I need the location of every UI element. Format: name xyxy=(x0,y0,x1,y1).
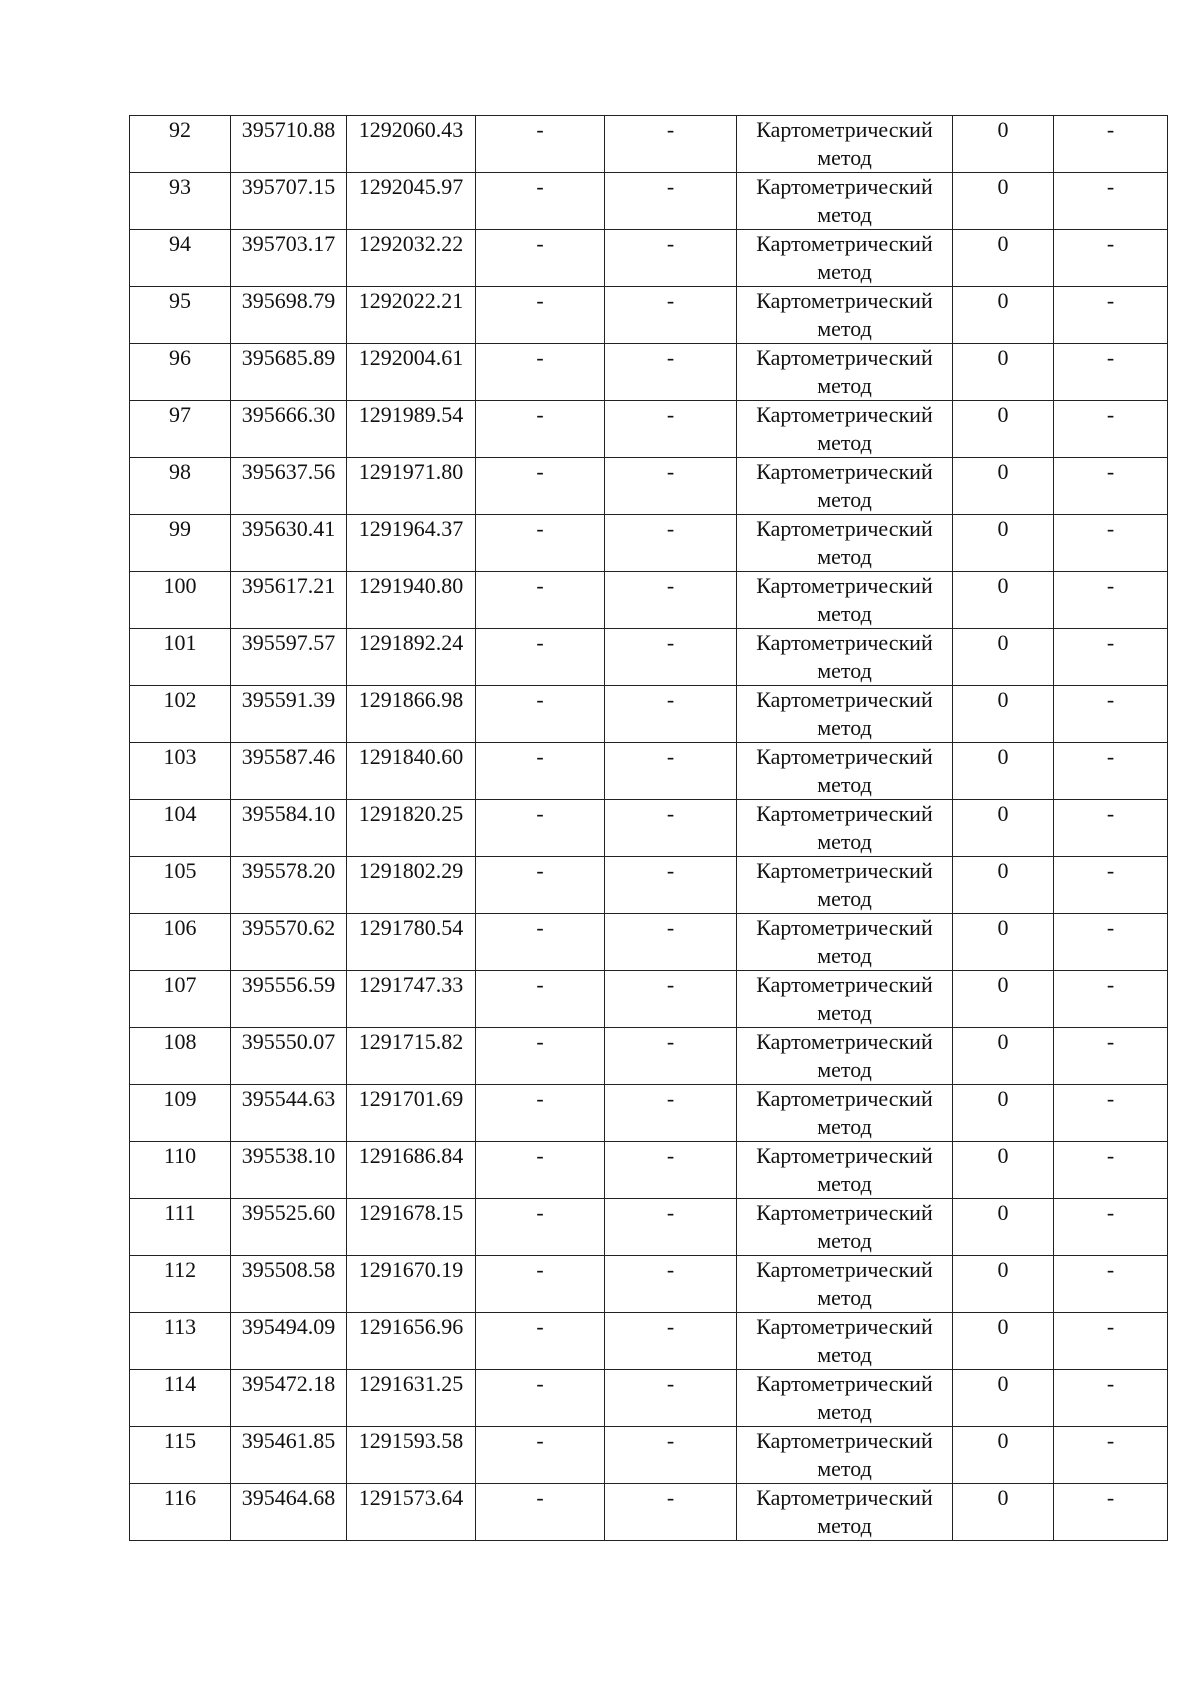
empty-value-cell: - xyxy=(476,1370,605,1427)
method-line-2: метод xyxy=(817,487,872,512)
empty-value-cell: - xyxy=(476,629,605,686)
empty-value-cell: - xyxy=(476,458,605,515)
method-line-2: метод xyxy=(817,544,872,569)
point-number-cell: 94 xyxy=(130,230,231,287)
empty-value-cell: - xyxy=(1054,1256,1168,1313)
empty-value-cell: - xyxy=(605,1256,737,1313)
point-number-cell: 106 xyxy=(130,914,231,971)
y-coordinate-cell: 1291892.24 xyxy=(347,629,476,686)
table-row xyxy=(130,1199,1168,1256)
method-cell xyxy=(737,1256,953,1313)
method-cell xyxy=(737,1484,953,1541)
empty-value-cell: - xyxy=(1054,116,1168,173)
accuracy-cell: 0 xyxy=(953,572,1054,629)
method-cell xyxy=(737,629,953,686)
accuracy-cell: 0 xyxy=(953,173,1054,230)
coordinates-table xyxy=(129,115,1168,1541)
empty-value-cell: - xyxy=(1054,743,1168,800)
accuracy-cell: 0 xyxy=(953,401,1054,458)
empty-value-cell: - xyxy=(1054,515,1168,572)
empty-value-cell: - xyxy=(1054,686,1168,743)
accuracy-cell: 0 xyxy=(953,686,1054,743)
accuracy-cell: 0 xyxy=(953,458,1054,515)
method-line-1: Картометрический xyxy=(756,231,933,256)
point-number-cell: 107 xyxy=(130,971,231,1028)
y-coordinate-cell: 1291747.33 xyxy=(347,971,476,1028)
method-line-1: Картометрический xyxy=(756,1029,933,1054)
empty-value-cell: - xyxy=(605,230,737,287)
method-cell xyxy=(737,572,953,629)
method-line-1: Картометрический xyxy=(756,288,933,313)
method-line-2: метод xyxy=(817,1057,872,1082)
y-coordinate-cell: 1291866.98 xyxy=(347,686,476,743)
method-line-2: метод xyxy=(817,1399,872,1424)
method-line-2: метод xyxy=(817,259,872,284)
method-line-1: Картометрический xyxy=(756,1485,933,1510)
method-line-1: Картометрический xyxy=(756,459,933,484)
method-line-1: Картометрический xyxy=(756,1257,933,1282)
point-number-cell: 99 xyxy=(130,515,231,572)
empty-value-cell: - xyxy=(476,1142,605,1199)
empty-value-cell: - xyxy=(476,344,605,401)
x-coordinate-cell: 395703.17 xyxy=(231,230,347,287)
empty-value-cell: - xyxy=(1054,1427,1168,1484)
method-line-2: метод xyxy=(817,1342,872,1367)
table-row xyxy=(130,572,1168,629)
empty-value-cell: - xyxy=(476,1256,605,1313)
method-line-1: Картометрический xyxy=(756,1371,933,1396)
point-number-cell: 103 xyxy=(130,743,231,800)
x-coordinate-cell: 395597.57 xyxy=(231,629,347,686)
y-coordinate-cell: 1292045.97 xyxy=(347,173,476,230)
method-line-2: метод xyxy=(817,1513,872,1538)
empty-value-cell: - xyxy=(605,1484,737,1541)
empty-value-cell: - xyxy=(605,401,737,458)
point-number-cell: 105 xyxy=(130,857,231,914)
method-line-1: Картометрический xyxy=(756,858,933,883)
method-line-1: Картометрический xyxy=(756,402,933,427)
y-coordinate-cell: 1291686.84 xyxy=(347,1142,476,1199)
x-coordinate-cell: 395707.15 xyxy=(231,173,347,230)
method-cell xyxy=(737,1142,953,1199)
empty-value-cell: - xyxy=(476,1085,605,1142)
method-line-1: Картометрический xyxy=(756,1428,933,1453)
method-line-1: Картометрический xyxy=(756,915,933,940)
method-cell xyxy=(737,1370,953,1427)
method-line-2: метод xyxy=(817,658,872,683)
method-line-1: Картометрический xyxy=(756,801,933,826)
method-line-1: Картометрический xyxy=(756,744,933,769)
empty-value-cell: - xyxy=(1054,914,1168,971)
method-line-1: Картометрический xyxy=(756,573,933,598)
x-coordinate-cell: 395464.68 xyxy=(231,1484,347,1541)
empty-value-cell: - xyxy=(1054,230,1168,287)
point-number-cell: 115 xyxy=(130,1427,231,1484)
empty-value-cell: - xyxy=(476,743,605,800)
method-line-2: метод xyxy=(817,145,872,170)
empty-value-cell: - xyxy=(1054,1313,1168,1370)
y-coordinate-cell: 1292060.43 xyxy=(347,116,476,173)
table-row xyxy=(130,116,1168,173)
point-number-cell: 109 xyxy=(130,1085,231,1142)
empty-value-cell: - xyxy=(605,1085,737,1142)
point-number-cell: 101 xyxy=(130,629,231,686)
method-cell xyxy=(737,743,953,800)
accuracy-cell: 0 xyxy=(953,1256,1054,1313)
empty-value-cell: - xyxy=(1054,401,1168,458)
empty-value-cell: - xyxy=(605,1199,737,1256)
accuracy-cell: 0 xyxy=(953,1370,1054,1427)
method-cell xyxy=(737,971,953,1028)
method-line-2: метод xyxy=(817,886,872,911)
y-coordinate-cell: 1291573.64 xyxy=(347,1484,476,1541)
empty-value-cell: - xyxy=(1054,971,1168,1028)
point-number-cell: 100 xyxy=(130,572,231,629)
y-coordinate-cell: 1291670.19 xyxy=(347,1256,476,1313)
method-line-1: Картометрический xyxy=(756,345,933,370)
empty-value-cell: - xyxy=(605,572,737,629)
empty-value-cell: - xyxy=(1054,344,1168,401)
point-number-cell: 113 xyxy=(130,1313,231,1370)
y-coordinate-cell: 1291715.82 xyxy=(347,1028,476,1085)
table-row xyxy=(130,1142,1168,1199)
empty-value-cell: - xyxy=(605,515,737,572)
empty-value-cell: - xyxy=(476,971,605,1028)
table-row xyxy=(130,1028,1168,1085)
table-row xyxy=(130,458,1168,515)
empty-value-cell: - xyxy=(476,230,605,287)
x-coordinate-cell: 395666.30 xyxy=(231,401,347,458)
method-line-2: метод xyxy=(817,316,872,341)
point-number-cell: 96 xyxy=(130,344,231,401)
method-line-1: Картометрический xyxy=(756,687,933,712)
method-line-1: Картометрический xyxy=(756,972,933,997)
empty-value-cell: - xyxy=(476,914,605,971)
point-number-cell: 114 xyxy=(130,1370,231,1427)
y-coordinate-cell: 1291940.80 xyxy=(347,572,476,629)
method-cell xyxy=(737,173,953,230)
table-row xyxy=(130,686,1168,743)
empty-value-cell: - xyxy=(476,287,605,344)
method-cell xyxy=(737,515,953,572)
table-row xyxy=(130,1484,1168,1541)
accuracy-cell: 0 xyxy=(953,914,1054,971)
point-number-cell: 104 xyxy=(130,800,231,857)
method-cell xyxy=(737,287,953,344)
table-row xyxy=(130,401,1168,458)
table-row xyxy=(130,1370,1168,1427)
point-number-cell: 102 xyxy=(130,686,231,743)
table-row xyxy=(130,173,1168,230)
method-cell xyxy=(737,1427,953,1484)
method-cell xyxy=(737,344,953,401)
empty-value-cell: - xyxy=(476,1427,605,1484)
accuracy-cell: 0 xyxy=(953,800,1054,857)
empty-value-cell: - xyxy=(605,857,737,914)
method-line-2: метод xyxy=(817,1000,872,1025)
empty-value-cell: - xyxy=(1054,173,1168,230)
empty-value-cell: - xyxy=(1054,800,1168,857)
table-row xyxy=(130,344,1168,401)
point-number-cell: 108 xyxy=(130,1028,231,1085)
method-cell xyxy=(737,230,953,287)
empty-value-cell: - xyxy=(476,800,605,857)
accuracy-cell: 0 xyxy=(953,1028,1054,1085)
method-cell xyxy=(737,1085,953,1142)
empty-value-cell: - xyxy=(605,1427,737,1484)
table-row xyxy=(130,743,1168,800)
method-line-2: метод xyxy=(817,715,872,740)
x-coordinate-cell: 395538.10 xyxy=(231,1142,347,1199)
method-line-1: Картометрический xyxy=(756,630,933,655)
empty-value-cell: - xyxy=(605,914,737,971)
empty-value-cell: - xyxy=(1054,1484,1168,1541)
method-cell xyxy=(737,458,953,515)
x-coordinate-cell: 395570.62 xyxy=(231,914,347,971)
empty-value-cell: - xyxy=(476,1199,605,1256)
table-row xyxy=(130,857,1168,914)
y-coordinate-cell: 1292032.22 xyxy=(347,230,476,287)
method-cell xyxy=(737,116,953,173)
method-line-1: Картометрический xyxy=(756,117,933,142)
empty-value-cell: - xyxy=(476,173,605,230)
method-line-1: Картометрический xyxy=(756,1314,933,1339)
y-coordinate-cell: 1291971.80 xyxy=(347,458,476,515)
accuracy-cell: 0 xyxy=(953,629,1054,686)
method-line-2: метод xyxy=(817,829,872,854)
empty-value-cell: - xyxy=(605,1313,737,1370)
method-line-2: метод xyxy=(817,1456,872,1481)
accuracy-cell: 0 xyxy=(953,743,1054,800)
x-coordinate-cell: 395508.58 xyxy=(231,1256,347,1313)
empty-value-cell: - xyxy=(1054,458,1168,515)
empty-value-cell: - xyxy=(605,1370,737,1427)
accuracy-cell: 0 xyxy=(953,857,1054,914)
accuracy-cell: 0 xyxy=(953,1484,1054,1541)
x-coordinate-cell: 395587.46 xyxy=(231,743,347,800)
y-coordinate-cell: 1291701.69 xyxy=(347,1085,476,1142)
empty-value-cell: - xyxy=(605,800,737,857)
accuracy-cell: 0 xyxy=(953,1199,1054,1256)
method-line-2: метод xyxy=(817,1285,872,1310)
method-cell xyxy=(737,1028,953,1085)
method-line-2: метод xyxy=(817,1114,872,1139)
table-row xyxy=(130,1256,1168,1313)
x-coordinate-cell: 395461.85 xyxy=(231,1427,347,1484)
method-line-1: Картометрический xyxy=(756,1200,933,1225)
point-number-cell: 98 xyxy=(130,458,231,515)
method-line-1: Картометрический xyxy=(756,174,933,199)
empty-value-cell: - xyxy=(605,629,737,686)
x-coordinate-cell: 395630.41 xyxy=(231,515,347,572)
method-cell xyxy=(737,914,953,971)
empty-value-cell: - xyxy=(1054,1370,1168,1427)
method-cell xyxy=(737,800,953,857)
x-coordinate-cell: 395556.59 xyxy=(231,971,347,1028)
table-row xyxy=(130,800,1168,857)
x-coordinate-cell: 395472.18 xyxy=(231,1370,347,1427)
empty-value-cell: - xyxy=(476,116,605,173)
point-number-cell: 97 xyxy=(130,401,231,458)
empty-value-cell: - xyxy=(1054,287,1168,344)
x-coordinate-cell: 395494.09 xyxy=(231,1313,347,1370)
accuracy-cell: 0 xyxy=(953,1313,1054,1370)
table-row xyxy=(130,515,1168,572)
accuracy-cell: 0 xyxy=(953,116,1054,173)
y-coordinate-cell: 1291989.54 xyxy=(347,401,476,458)
y-coordinate-cell: 1291780.54 xyxy=(347,914,476,971)
x-coordinate-cell: 395525.60 xyxy=(231,1199,347,1256)
method-line-1: Картометрический xyxy=(756,1143,933,1168)
x-coordinate-cell: 395578.20 xyxy=(231,857,347,914)
accuracy-cell: 0 xyxy=(953,971,1054,1028)
empty-value-cell: - xyxy=(605,1142,737,1199)
point-number-cell: 111 xyxy=(130,1199,231,1256)
empty-value-cell: - xyxy=(1054,1085,1168,1142)
x-coordinate-cell: 395710.88 xyxy=(231,116,347,173)
empty-value-cell: - xyxy=(1054,1028,1168,1085)
empty-value-cell: - xyxy=(605,743,737,800)
table-row xyxy=(130,287,1168,344)
x-coordinate-cell: 395591.39 xyxy=(231,686,347,743)
method-line-2: метод xyxy=(817,1228,872,1253)
table-row xyxy=(130,914,1168,971)
empty-value-cell: - xyxy=(1054,1199,1168,1256)
y-coordinate-cell: 1291678.15 xyxy=(347,1199,476,1256)
x-coordinate-cell: 395698.79 xyxy=(231,287,347,344)
empty-value-cell: - xyxy=(605,344,737,401)
y-coordinate-cell: 1291656.96 xyxy=(347,1313,476,1370)
accuracy-cell: 0 xyxy=(953,1142,1054,1199)
empty-value-cell: - xyxy=(476,1484,605,1541)
empty-value-cell: - xyxy=(605,1028,737,1085)
method-cell xyxy=(737,401,953,458)
method-line-1: Картометрический xyxy=(756,516,933,541)
y-coordinate-cell: 1291964.37 xyxy=(347,515,476,572)
accuracy-cell: 0 xyxy=(953,287,1054,344)
point-number-cell: 116 xyxy=(130,1484,231,1541)
empty-value-cell: - xyxy=(1054,857,1168,914)
empty-value-cell: - xyxy=(1054,629,1168,686)
x-coordinate-cell: 395637.56 xyxy=(231,458,347,515)
point-number-cell: 92 xyxy=(130,116,231,173)
empty-value-cell: - xyxy=(605,971,737,1028)
empty-value-cell: - xyxy=(476,857,605,914)
method-line-2: метод xyxy=(817,1171,872,1196)
x-coordinate-cell: 395617.21 xyxy=(231,572,347,629)
accuracy-cell: 0 xyxy=(953,1085,1054,1142)
point-number-cell: 112 xyxy=(130,1256,231,1313)
empty-value-cell: - xyxy=(605,686,737,743)
empty-value-cell: - xyxy=(476,401,605,458)
method-cell xyxy=(737,1313,953,1370)
empty-value-cell: - xyxy=(1054,572,1168,629)
method-cell xyxy=(737,686,953,743)
method-line-2: метод xyxy=(817,430,872,455)
empty-value-cell: - xyxy=(476,572,605,629)
method-cell xyxy=(737,1199,953,1256)
table-row xyxy=(130,230,1168,287)
x-coordinate-cell: 395584.10 xyxy=(231,800,347,857)
y-coordinate-cell: 1292004.61 xyxy=(347,344,476,401)
point-number-cell: 95 xyxy=(130,287,231,344)
method-line-2: метод xyxy=(817,373,872,398)
method-line-2: метод xyxy=(817,202,872,227)
empty-value-cell: - xyxy=(605,116,737,173)
y-coordinate-cell: 1292022.21 xyxy=(347,287,476,344)
empty-value-cell: - xyxy=(605,173,737,230)
point-number-cell: 93 xyxy=(130,173,231,230)
point-number-cell: 110 xyxy=(130,1142,231,1199)
table-body xyxy=(130,116,1168,1541)
empty-value-cell: - xyxy=(476,1313,605,1370)
empty-value-cell: - xyxy=(476,686,605,743)
table-row xyxy=(130,971,1168,1028)
empty-value-cell: - xyxy=(605,458,737,515)
x-coordinate-cell: 395685.89 xyxy=(231,344,347,401)
method-line-2: метод xyxy=(817,943,872,968)
table-row xyxy=(130,1085,1168,1142)
empty-value-cell: - xyxy=(1054,1142,1168,1199)
table-row xyxy=(130,1427,1168,1484)
accuracy-cell: 0 xyxy=(953,515,1054,572)
y-coordinate-cell: 1291820.25 xyxy=(347,800,476,857)
empty-value-cell: - xyxy=(476,1028,605,1085)
accuracy-cell: 0 xyxy=(953,230,1054,287)
empty-value-cell: - xyxy=(476,515,605,572)
x-coordinate-cell: 395550.07 xyxy=(231,1028,347,1085)
x-coordinate-cell: 395544.63 xyxy=(231,1085,347,1142)
table-row xyxy=(130,1313,1168,1370)
y-coordinate-cell: 1291802.29 xyxy=(347,857,476,914)
y-coordinate-cell: 1291593.58 xyxy=(347,1427,476,1484)
method-line-2: метод xyxy=(817,772,872,797)
method-cell xyxy=(737,857,953,914)
y-coordinate-cell: 1291631.25 xyxy=(347,1370,476,1427)
method-line-2: метод xyxy=(817,601,872,626)
y-coordinate-cell: 1291840.60 xyxy=(347,743,476,800)
empty-value-cell: - xyxy=(605,287,737,344)
accuracy-cell: 0 xyxy=(953,1427,1054,1484)
accuracy-cell: 0 xyxy=(953,344,1054,401)
table-row xyxy=(130,629,1168,686)
method-line-1: Картометрический xyxy=(756,1086,933,1111)
